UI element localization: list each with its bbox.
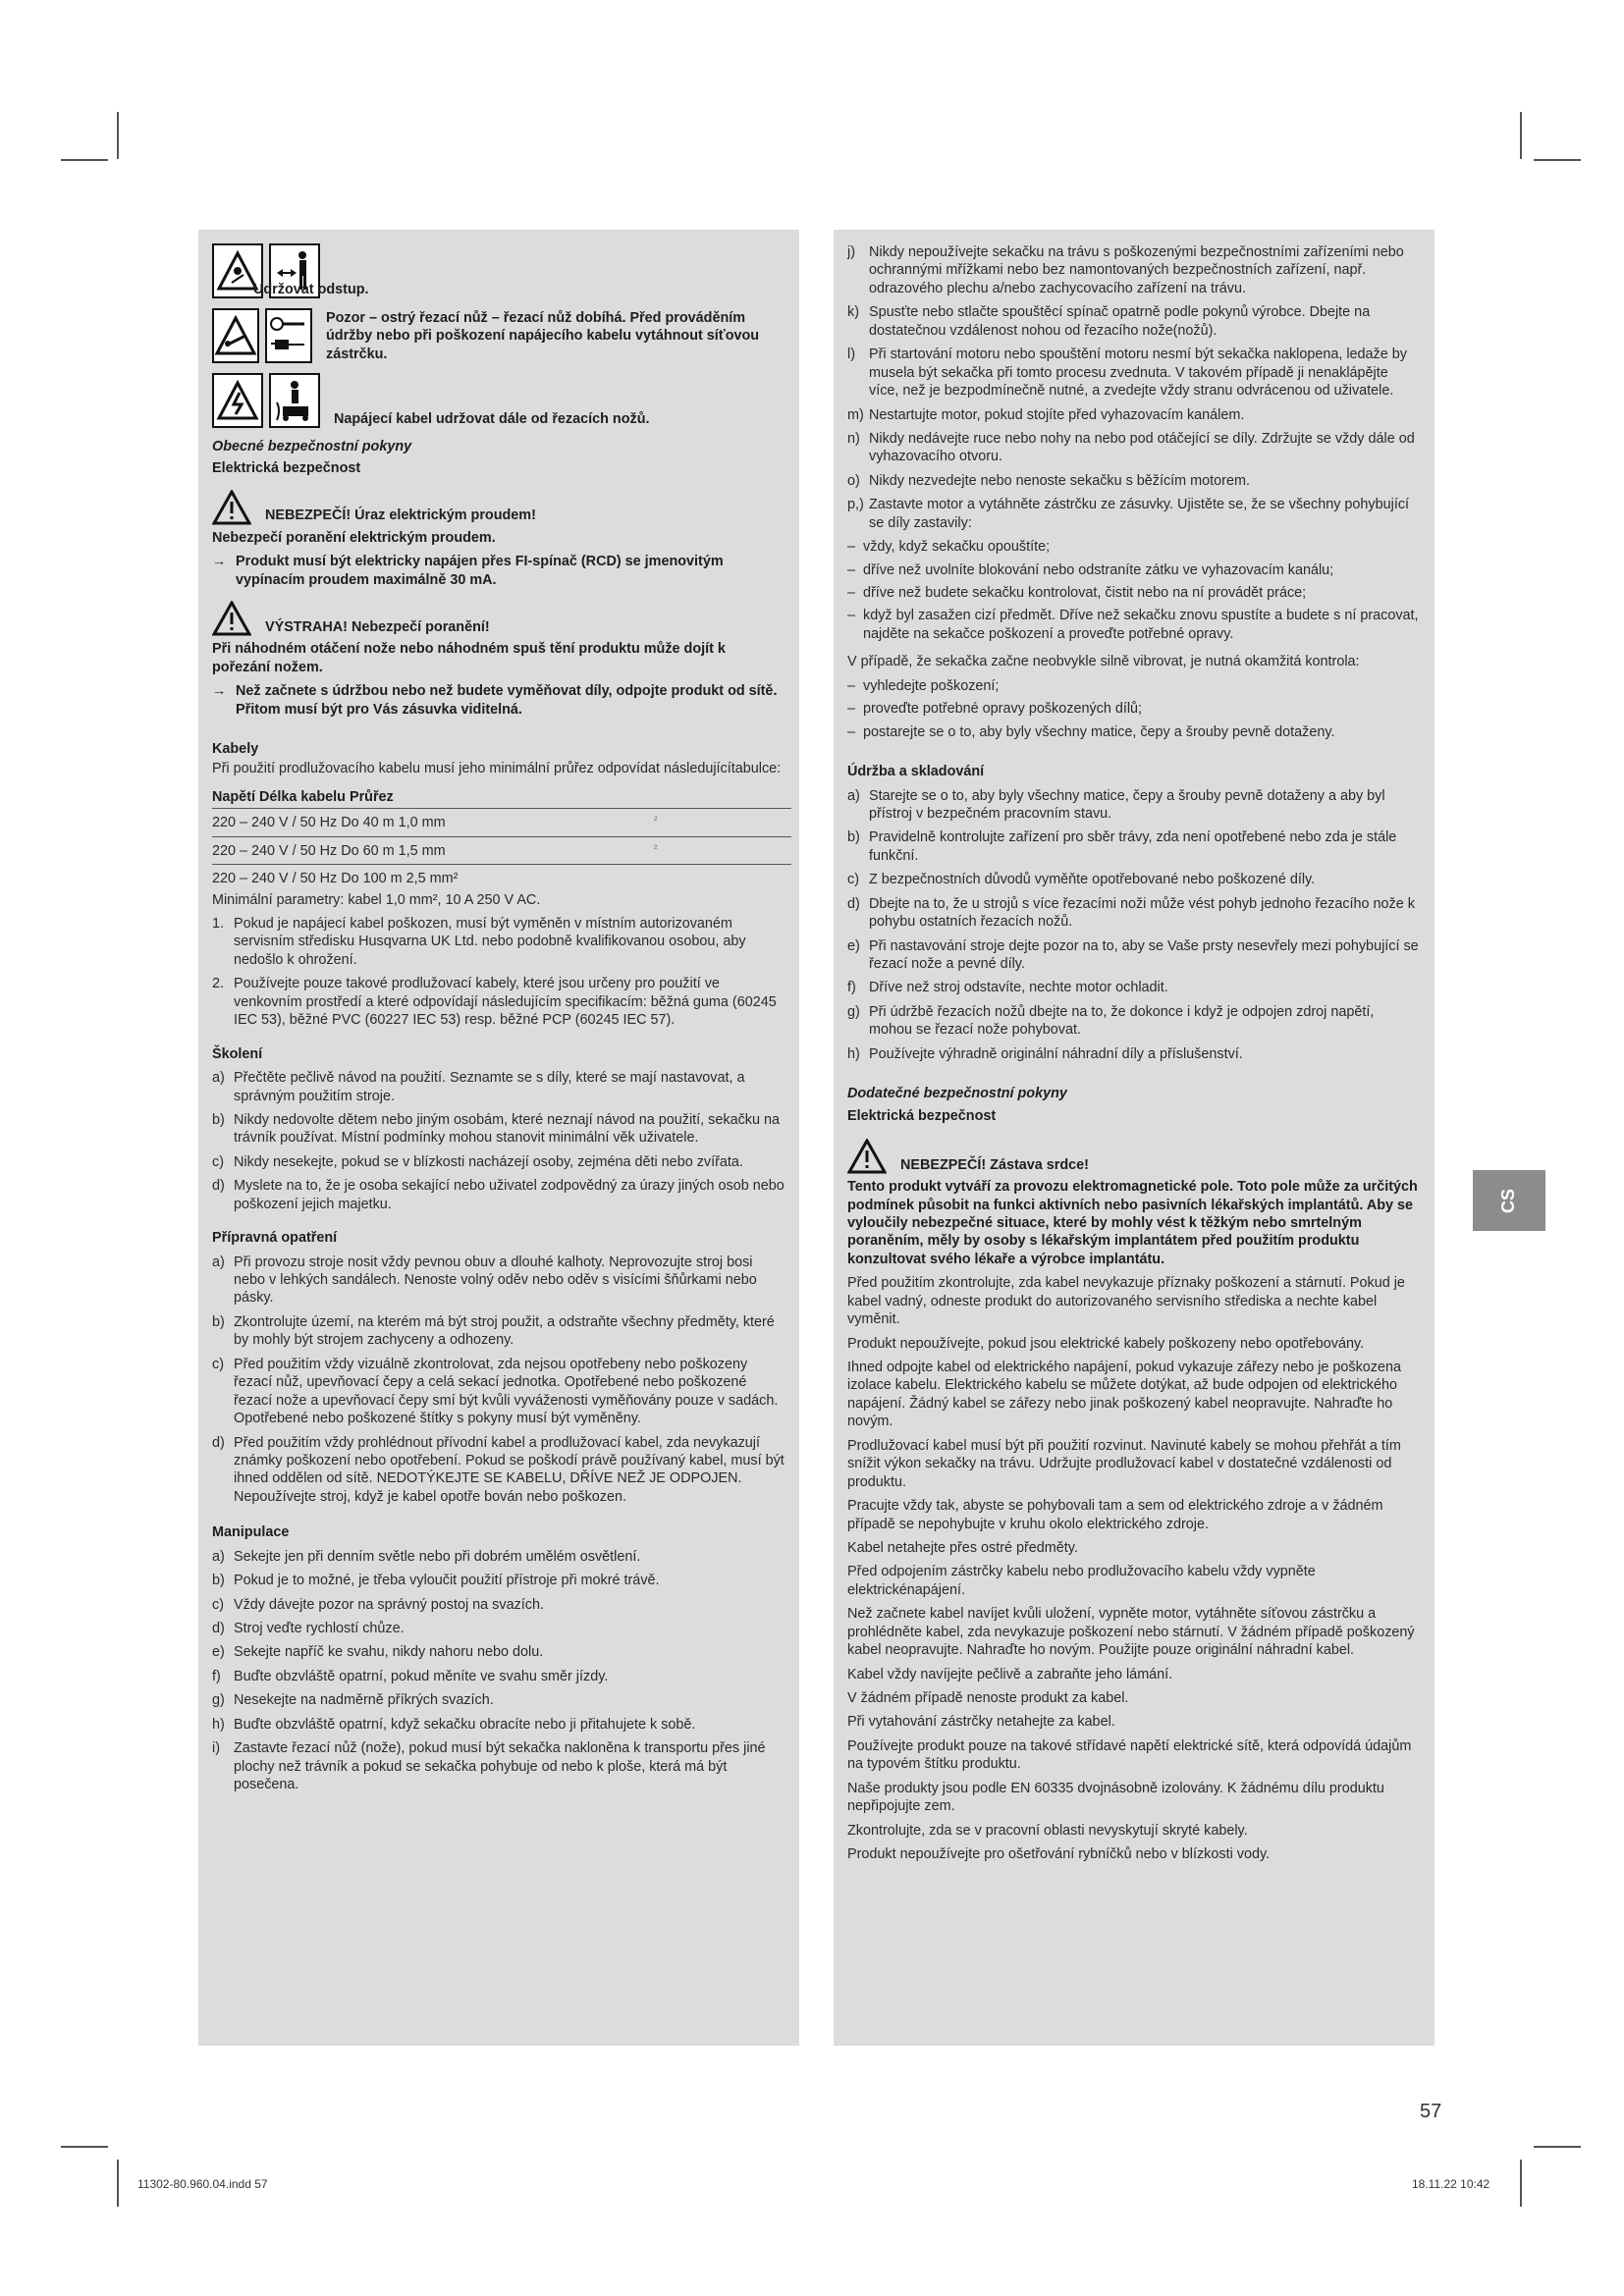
table-cell: 220 – 240 V / 50 Hz Do 60 m 1,5 mm: [212, 842, 446, 859]
list-item-text: Myslete na to, že je osoba sekající nebo uživatel zodpovědný za úrazy jiných osob nebo poškození jejich majetku.: [234, 1178, 785, 1212]
list-item-text: Nestartujte motor, pokud stojíte před vyhazovacím kanálem.: [869, 406, 1245, 423]
language-tab-label: CS: [1498, 1188, 1519, 1213]
paragraph: Zkontrolujte, zda se v pracovní oblasti nevyskytují skryté kabely.: [847, 1822, 1248, 1839]
list-item-text: Nikdy nedávejte ruce nebo nohy na nebo pod otáčející se díly. Zdržujte se vždy dále od vyhazovacího otvoru.: [869, 430, 1415, 465]
list-item-text: Nikdy nepoužívejte sekačku na trávu s poškozenými bezpečnostními zařízeními nebo ochrannými mřížkami nebo bez namontovaných bezpečnostních zařízení, např. odrazového plechu a/nebo zachycovacího zařízení na trávu.: [869, 244, 1404, 296]
dash-bullet: –: [847, 585, 856, 601]
list-item-text: Dříve než stroj odstavíte, nechte motor ochladit.: [869, 980, 1168, 996]
list-item-text: Nikdy nezvedejte nebo nenoste sekačku s běžícím motorem.: [869, 472, 1250, 489]
table-row: [212, 837, 791, 865]
table-cell: 220 – 240 V / 50 Hz Do 40 m 1,0 mm: [212, 815, 446, 831]
list-item: [212, 1313, 785, 1350]
paragraph: Ihned odpojte kabel od elektrického napájení, pokud vykazuje zářezy nebo je poškozena izolace kabelu. Elektrického kabelu se můžete dotýkat, až bude odpojen od elektrického napájení. Žádný kabel se zářezy nebo jinak poškozený kabel neopravujte. Nahraďte ho novým.: [847, 1360, 1402, 1430]
list-item: [212, 1739, 785, 1793]
warning-text: Při náhodném otáčení nože nebo náhodném spuš tění produktu může dojít k pořezání nožem.: [212, 641, 726, 675]
list-item-label: f): [847, 980, 856, 996]
list-item-text: Pravidelně kontrolujte zařízení pro sběr trávy, zda není opotřebené nebo zda je stále funkční.: [869, 829, 1397, 864]
danger-subtitle: Nebezpečí poranění elektrickým proudem.: [212, 529, 496, 546]
crop-mark: [1520, 112, 1522, 159]
crop-mark: [117, 2160, 119, 2207]
list-item-label: c): [847, 872, 859, 888]
crop-mark: [61, 159, 108, 161]
dash-item-text: dříve než uvolníte blokování nebo odstraníte zátku ve vyhazovacím kanálu;: [863, 561, 1334, 578]
list-item-text: Používejte výhradně originální náhradní díly a příslušenství.: [869, 1045, 1243, 1062]
language-tab: [1473, 1170, 1545, 1231]
paragraph: Při použití prodlužovacího kabelu musí jeho minimální průřez odpovídat následujícítabulce:: [212, 761, 782, 777]
mower-cable-icon: [269, 373, 320, 428]
list-item-text: Pokud je napájecí kabel poškozen, musí být vyměněn v místním autorizovaném servisním středisku Husqvarna UK Ltd. nebo podobně kvalifikovanou osobou, aby nedošlo k ohrožení.: [234, 916, 746, 968]
paragraph: Prodlužovací kabel musí být při použití rozvinut. Navinuté kabely se mohou přehřát a tím snížit výkon sekačky na trávu. Udržujte prodlužovací kabel v dostatečné vzdálenosti od produktu.: [847, 1437, 1401, 1490]
list-item: [847, 1045, 1421, 1063]
danger-title: NEBEZPEČÍ! Zástava srdce!: [900, 1156, 1089, 1173]
icon-row-1: [212, 243, 785, 298]
list-item: [847, 346, 1421, 400]
danger-title: NEBEZPEČÍ! Úraz elektrickým proudem!: [265, 507, 536, 524]
subsection-heading: Elektrická bezpečnost: [212, 460, 361, 477]
crop-mark: [1534, 159, 1581, 161]
list-item-text: Při provozu stroje nosit vždy pevnou obuv a dlouhé kalhoty. Neprovozujte stroj bosi nebo v lehkých sandálech. Nenoste volný oděv nebo oděv s visícími šňůrkami nebo pásky.: [234, 1254, 757, 1307]
crop-mark: [117, 112, 119, 159]
list-item-label: a): [212, 1254, 225, 1270]
danger-block: [212, 490, 785, 525]
dash-bullet: –: [847, 723, 856, 740]
list-item-text: Při startování motoru nebo spouštění motoru nesmí být sekačka naklopena, ledaže by musela být sekačka při tomto procesu zvednuta. V takovém případě ji nenaklápějte více, než je bezpodmínečně nutné, a zvedejte vždy stranu odvrácenou od uživatele.: [869, 347, 1407, 400]
list-item: [847, 406, 1421, 424]
list-item: [847, 303, 1421, 340]
list-item-label: d): [212, 1178, 225, 1195]
list-item-label: n): [847, 430, 860, 447]
page-number: 57: [1420, 2101, 1442, 2122]
arrow-icon: →: [212, 683, 227, 700]
dash-bullet: –: [847, 561, 856, 578]
list-item-text: Buďte obzvláště opatrní, pokud měníte ve svahu směr jízdy.: [234, 1668, 609, 1684]
dash-list: [847, 677, 1421, 741]
list-item-label: m): [847, 406, 864, 423]
paragraph: Minimální parametry: kabel 1,0 mm², 10 A 250 V AC.: [212, 891, 541, 908]
dash-bullet: –: [847, 539, 856, 556]
subsection-heading: Elektrická bezpečnost: [847, 1107, 997, 1124]
lettered-list: [212, 1069, 785, 1213]
cable-warning-icon: [212, 373, 263, 428]
list-item: [212, 1596, 785, 1614]
dash-item-text: postarejte se o to, aby byly všechny matice, čepy a šrouby pevně dotaženy.: [863, 723, 1335, 740]
list-item-text: Nesekejte na nadměrně příkrých svazích.: [234, 1692, 494, 1709]
dash-item-text: vždy, když sekačku opouštíte;: [863, 539, 1051, 556]
list-item-label: l): [847, 347, 855, 363]
paragraph: V případě, že sekačka začne neobvykle silně vibrovat, je nutná okamžitá kontrola:: [847, 654, 1360, 670]
list-item-label: d): [212, 1621, 225, 1636]
arrow-icon: →: [212, 554, 227, 570]
dash-item: [847, 561, 1421, 579]
list-item: [212, 1548, 785, 1566]
dash-list: [847, 538, 1421, 643]
section-heading: Přípravná opatření: [212, 1230, 338, 1247]
list-item-label: b): [212, 1573, 225, 1589]
list-item: [847, 496, 1421, 532]
numbered-list: [212, 915, 785, 1030]
list-item: [847, 979, 1421, 996]
paragraph: Produkt nepoužívejte, pokud jsou elektrické kabely poškozeny nebo opotřebovány.: [847, 1335, 1365, 1352]
list-item-label: h): [847, 1045, 860, 1062]
danger-block: [847, 1139, 1421, 1174]
crop-mark: [61, 2146, 108, 2148]
paragraph: Kabel vždy navíjejte pečlivě a zabraňte jeho lámání.: [847, 1666, 1173, 1682]
instruction-arrow: [212, 553, 785, 589]
dash-item-text: když byl zasažen cizí předmět. Dříve než sekačku znovu spustíte a budete s ní pracovat, najděte na sekačce poškození a proveďte potřebné opravy.: [863, 608, 1419, 642]
list-item-text: Pokud je to možné, je třeba vyloučit použití přístroje při mokré trávě.: [234, 1573, 660, 1589]
list-item-label: b): [212, 1313, 225, 1330]
danger-triangle-icon: [212, 490, 251, 525]
list-item-text: Zastavte řezací nůž (nože), pokud musí být sekačka nakloněna k transportu přes jiné plochy než trávník a pokud se sekačka pohybuje od nebo k ploše, která má být posečena.: [234, 1740, 766, 1793]
list-item-label: c): [212, 1596, 224, 1613]
list-item-label: 2.: [212, 976, 225, 992]
lettered-list: [212, 1548, 785, 1794]
list-item-text: Nikdy nesekejte, pokud se v blízkosti nacházejí osoby, zejména děti nebo zvířata.: [234, 1153, 743, 1170]
paragraph: Produkt nepoužívejte pro ošetřování rybníčků nebo v blízkosti vody.: [847, 1846, 1271, 1863]
table-header: Napětí Délka kabelu Průřez: [212, 788, 394, 805]
icon-row-2: [212, 308, 785, 363]
dash-item: [847, 677, 1421, 695]
list-item-label: a): [847, 787, 860, 804]
crop-mark: [1520, 2160, 1522, 2207]
table-cell-mark: ²: [654, 815, 658, 828]
list-item-text: Zkontrolujte území, na kterém má být stroj použit, a odstraňte všechny předměty, které by mohly být strojem zachyceny a odhozeny.: [234, 1313, 775, 1349]
list-item: [212, 1643, 785, 1661]
paragraph-group: [847, 1274, 1421, 1863]
list-item-text: Před použitím vždy vizuálně zkontrolovat, zda nejsou opotřebeny nebo poškozeny řezací nůž, upevňovací čepy a celá sekací jednotka. Opotřebené nebo poškozené řezací nože a upevňovací čepy smí být kvůli vyváženosti vyměňovány pouze v sadách. Opotřebené nebo poškozené štítky s pokyny musí být vyměněny.: [234, 1356, 779, 1427]
list-item-label: j): [847, 244, 855, 260]
dash-item: [847, 584, 1421, 602]
list-item: [212, 1668, 785, 1685]
dash-item: [847, 538, 1421, 556]
sharp-blade-warning-icon: [212, 308, 259, 363]
list-item-label: p,): [847, 497, 864, 513]
list-item-text: Sekejte jen při denním světle nebo při dobrém umělém osvětlení.: [234, 1548, 641, 1565]
list-item-text: Při nastavování stroje dejte pozor na to, aby se Vaše prsty nesevřely mezi pohybující se řezací nože a pevné díly.: [869, 937, 1419, 972]
left-column: [198, 230, 799, 2046]
dash-item-text: vyhledejte poškození;: [863, 677, 1000, 694]
list-item: [212, 1254, 785, 1308]
dash-item: [847, 723, 1421, 741]
danger-triangle-icon: [847, 1139, 887, 1174]
list-item-label: o): [847, 472, 860, 489]
list-item: [212, 1434, 785, 1507]
list-item: [212, 1620, 785, 1637]
icon-text: Napájecí kabel udržovat dále od řezacích nožů.: [334, 410, 650, 427]
list-item-text: Přečtěte pečlivě návod na použití. Seznamte se s díly, které se mají nastavovat, a správným použitím stroje.: [234, 1070, 745, 1104]
list-item-label: f): [212, 1668, 221, 1684]
list-item-text: Buďte obzvláště opatrní, když sekačku obracíte nebo ji přitahujete k sobě.: [234, 1716, 696, 1733]
footer-file-name: 11302-80.960.04.indd 57: [137, 2177, 268, 2191]
icon-text: Pozor – ostrý řezací nůž – řezací nůž dobíhá. Před prováděním údržby nebo při poškození napájecího kabelu vytáhnout síťovou zástrčku.: [326, 309, 760, 362]
unplug-icon: [265, 308, 312, 363]
dash-bullet: –: [847, 677, 856, 694]
list-item-text: Sekejte napříč ke svahu, nikdy nahoru nebo dolu.: [234, 1644, 544, 1661]
list-item-text: Nikdy nedovolte dětem nebo jiným osobám, které neznají návod na použití, sekačku na trávník používat. Místní podmínky mohou stanovit minimální věk uživatele.: [234, 1111, 780, 1147]
paragraph: Naše produkty jsou podle EN 60335 dvojnásobně izolovány. K žádnému dílu produktu nepřipojujte zem.: [847, 1780, 1384, 1815]
paragraph: Pracujte vždy tak, abyste se pohybovali tam a sem od elektrického zdroje a v žádném případě se nepohybujte v kruhu okolo elektrického zdroje.: [847, 1498, 1383, 1532]
list-item: [212, 1069, 785, 1105]
lettered-list: [847, 787, 1421, 1064]
list-item-text: Vždy dávejte pozor na správný postoj na svazích.: [234, 1596, 544, 1613]
list-item: [212, 1177, 785, 1213]
list-item-label: b): [847, 829, 860, 846]
icon-text: Udržovat odstup.: [253, 281, 369, 297]
instruction-arrow: [212, 682, 785, 719]
warning-block: [212, 601, 785, 636]
list-item: [212, 1572, 785, 1589]
danger-text: Tento produkt vytváří za provozu elektromagnetické pole. Toto pole může za určitých podmínek působit na funkci aktivních nebo pasivních lékařských implantátů. Aby se vyloučily nebezpečné situace, které by mohly vést k těžkým nebo smrtelným poraněním, měly by osoby s lékařským implantátem před použitím produktu konzultovat svého lékaře a výrobce implantátu.: [847, 1179, 1418, 1267]
list-item: [212, 1111, 785, 1148]
paragraph: Při vytahování zástrčky netahejte za kabel.: [847, 1714, 1115, 1731]
dash-item: [847, 700, 1421, 718]
paragraph: V žádném případě nenoste produkt za kabel.: [847, 1690, 1129, 1706]
instruction-text: Než začnete s údržbou nebo než budete vyměňovat díly, odpojte produkt od sítě. Přitom musí být pro Vás zásuvka viditelná.: [236, 683, 778, 718]
list-item-text: Před použitím vždy prohlédnout přívodní kabel a prodlužovací kabel, zda nevykazují známky poškození nebo opotřebení. Pokud se poškodí právě používaný kabel, musí být ihned oddělen od sítě. NEDOTÝKEJTE SE KABELU, DŘÍVE NEŽ JE ODPOJEN. Nepoužívejte stroj, když je kabel opotře bován nebo poškozen.: [234, 1434, 785, 1505]
list-item-label: d): [212, 1434, 225, 1451]
list-item-text: Spusťte nebo stlačte spouštěcí spínač opatrně podle pokynů výrobce. Dbejte na dostatečnou vzdálenost nohou od řezacího nože(nožů).: [869, 304, 1371, 339]
list-item: [847, 430, 1421, 466]
table-row: 220 – 240 V / 50 Hz Do 100 m 2,5 mm²: [212, 871, 459, 887]
list-item: [212, 1356, 785, 1428]
list-item: [847, 243, 1421, 297]
table-cell-mark: ²: [654, 842, 658, 855]
paragraph: Než začnete kabel navíjet kvůli uložení, vypněte motor, vytáhněte síťovou zástrčku a prohlédněte kabel, zda nevykazuje poškození nebo stárnutí. V žádném případě poškozený kabel neopravujte. Nahraďte ho novým. Použijte pouze originální náhradní kabel.: [847, 1606, 1415, 1659]
icon-row-3: [212, 373, 785, 428]
list-item: [847, 871, 1421, 888]
list-item-label: g): [847, 1003, 860, 1020]
dash-item: [847, 607, 1421, 643]
list-item-text: Při údržbě řezacích nožů dbejte na to, že dokonce i když je odpojen zdroj napětí, mohou se řezací nože pohybovat.: [869, 1003, 1375, 1039]
section-heading: Údržba a skladování: [847, 764, 985, 780]
list-item: [212, 1716, 785, 1734]
list-item-label: d): [847, 895, 860, 912]
lettered-list: [847, 243, 1421, 532]
list-item-text: Zastavte motor a vytáhněte zástrčku ze zásuvky. Ujistěte se, že se všechny pohybující se díly zastavily:: [869, 497, 1410, 531]
lettered-list: [212, 1254, 785, 1507]
list-item-text: Starejte se o to, aby byly všechny matice, čepy a šrouby pevně dotaženy a aby byl přístroj v bezpečném pracovním stavu.: [869, 787, 1385, 822]
instruction-text: Produkt musí být elektricky napájen přes FI-spínač (RCD) se jmenovitým vypínacím proudem maximálně 30 mA.: [236, 554, 724, 588]
list-item-label: c): [212, 1356, 224, 1372]
list-item-label: k): [847, 304, 859, 321]
list-item: [847, 472, 1421, 490]
list-item: [212, 1153, 785, 1171]
list-item: [847, 937, 1421, 974]
dash-bullet: –: [847, 608, 856, 624]
section-heading: Kabely: [212, 740, 259, 757]
list-item-label: h): [212, 1716, 225, 1733]
list-item-label: g): [212, 1692, 225, 1709]
list-item-label: a): [212, 1548, 225, 1565]
list-item: [212, 1691, 785, 1709]
section-heading: Školení: [212, 1045, 263, 1062]
list-item-label: e): [847, 937, 860, 954]
list-item-label: e): [212, 1644, 225, 1661]
list-item: [847, 1003, 1421, 1040]
warning-title: VÝSTRAHA! Nebezpečí poranění!: [265, 618, 490, 635]
list-item: [847, 828, 1421, 865]
list-item: [212, 915, 785, 969]
list-item-label: 1.: [212, 916, 225, 932]
table-row: [212, 808, 791, 836]
list-item-label: c): [212, 1153, 224, 1170]
list-item-text: Z bezpečnostních důvodů vyměňte opotřebované nebo poškozené díly.: [869, 872, 1316, 888]
list-item-text: Stroj veďte rychlostí chůze.: [234, 1621, 405, 1636]
paragraph: Před odpojením zástrčky kabelu nebo prodlužovacího kabelu vždy vypněte elektrickénapájení.: [847, 1564, 1316, 1598]
paragraph: Kabel netahejte přes ostré předměty.: [847, 1539, 1078, 1556]
list-item-label: a): [212, 1070, 225, 1087]
paragraph: Používejte produkt pouze na takové střídavé napětí elektrické sítě, která odpovídá údajům na typovém štítku produktu.: [847, 1737, 1412, 1773]
list-item: [847, 787, 1421, 824]
section-heading: Obecné bezpečnostní pokyny: [212, 439, 412, 454]
paragraph: Před použitím zkontrolujte, zda kabel nevykazuje příznaky poškození a stárnutí. Pokud je kabel vadný, odneste produkt do autorizovaného servisního střediska a nechte kabel vyměnit.: [847, 1275, 1405, 1328]
list-item-text: Používejte pouze takové prodlužovací kabely, které jsou určeny pro použití ve venkovním prostředí a které odpovídají následujícím specifikacím: běžná guma (60245 IEC 53), běžné PVC (60227 IEC 53) resp. běžné PCP (60245 IEC 57).: [234, 976, 777, 1029]
list-item-label: b): [212, 1111, 225, 1128]
dash-item-text: dříve než budete sekačku kontrolovat, čistit nebo na ní provádět práce;: [863, 585, 1307, 601]
section-heading: Manipulace: [212, 1524, 290, 1541]
dash-item-text: proveďte potřebné opravy poškozených dílů;: [863, 701, 1143, 718]
footer-timestamp: 18.11.22 10:42: [1412, 2177, 1490, 2191]
dash-bullet: –: [847, 701, 856, 718]
section-heading: Dodatečné bezpečnostní pokyny: [847, 1086, 1067, 1102]
right-column: [834, 230, 1435, 2046]
crop-mark: [1534, 2146, 1581, 2148]
warning-triangle-icon: [212, 601, 251, 636]
list-item-text: Dbejte na to, že u strojů s více řezacími noži může vést pohyb jednoho řezacího nože k pohybu ostatních řezacích nožů.: [869, 895, 1415, 931]
list-item: [847, 895, 1421, 932]
list-item: [212, 975, 785, 1029]
list-item-label: i): [212, 1740, 220, 1757]
